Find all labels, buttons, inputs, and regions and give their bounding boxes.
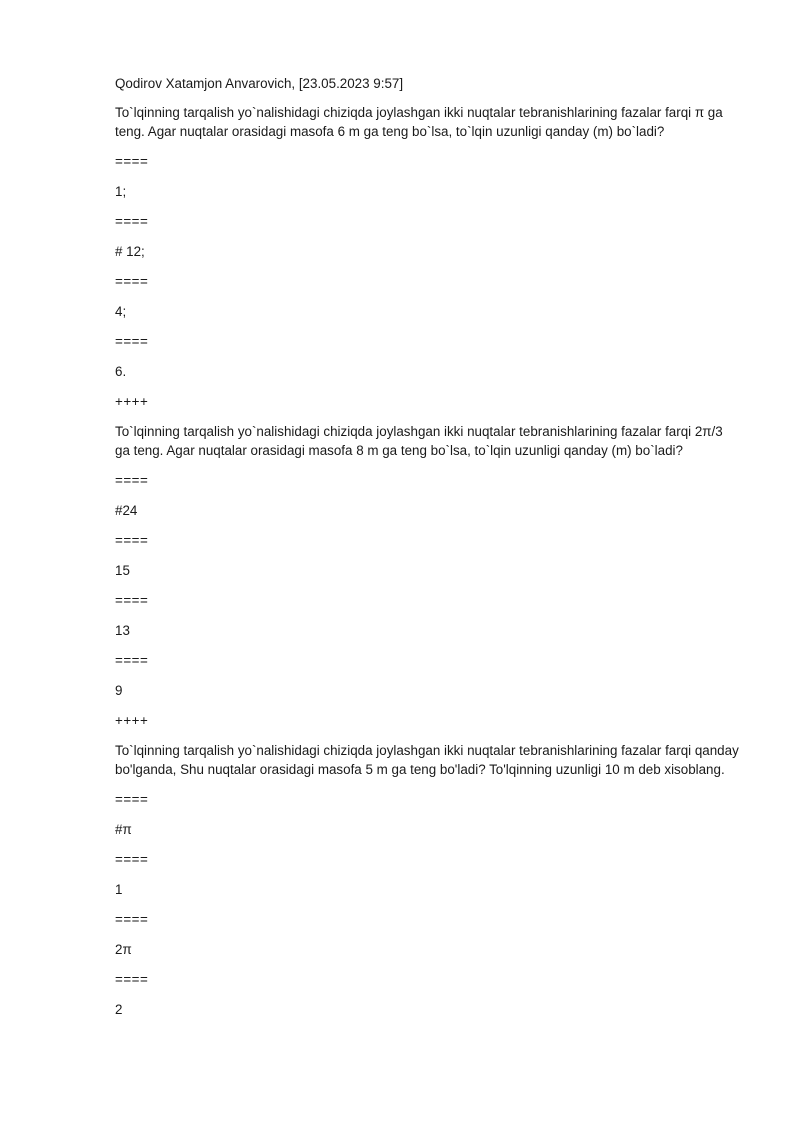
message-header: Qodirov Xatamjon Anvarovich, [23.05.2023 9:57] [115,76,404,91]
question-3-option-3: 2π [115,942,132,957]
option-separator: ==== [115,593,149,608]
option-separator: ==== [115,852,149,867]
option-separator: ==== [115,334,149,349]
option-separator: ==== [115,653,149,668]
block-separator: ++++ [115,394,149,409]
question-3: To`lqinning tarqalish yo`nalishidagi chiziqda joylashgan ikki nuqtalar tebranishlarining fazalar farqi qanday bo'lganda, Shu nuqtalar orasidagi masofa 5 m ga teng bo'ladi? To'lqinning uzunligi 10 m deb xisoblang. [115,743,743,777]
option-separator: ==== [115,533,149,548]
question-3-option-4: 2 [115,1002,123,1017]
question-2-option-4: 9 [115,683,123,698]
question-1-option-2: # 12; [115,244,145,259]
question-2-option-2: 15 [115,563,130,578]
option-separator: ==== [115,972,149,987]
question-3-option-2: 1 [115,882,123,897]
question-2-option-3: 13 [115,623,130,638]
option-separator: ==== [115,792,149,807]
option-separator: ==== [115,214,149,229]
question-1-option-3: 4; [115,304,127,319]
question-3-option-1: #π [115,822,132,837]
question-1-option-1: 1; [115,184,127,199]
question-1-option-4: 6. [115,364,127,379]
option-separator: ==== [115,473,149,488]
question-2-option-1: #24 [115,503,138,518]
option-separator: ==== [115,274,149,289]
option-separator: ==== [115,912,149,927]
option-separator: ==== [115,154,149,169]
question-2: To`lqinning tarqalish yo`nalishidagi chiziqda joylashgan ikki nuqtalar tebranishlarining fazalar farqi 2π/3 ga teng. Agar nuqtalar orasidagi masofa 8 m ga teng bo`lsa, to`lqin uzunligi qanday (m) bo`ladi? [115,424,727,458]
block-separator: ++++ [115,713,149,728]
question-1: To`lqinning tarqalish yo`nalishidagi chiziqda joylashgan ikki nuqtalar tebranishlarining fazalar farqi π ga teng. Agar nuqtalar orasidagi masofa 6 m ga teng bo`lsa, to`lqin uzunligi qanday (m) bo`ladi? [115,105,727,139]
